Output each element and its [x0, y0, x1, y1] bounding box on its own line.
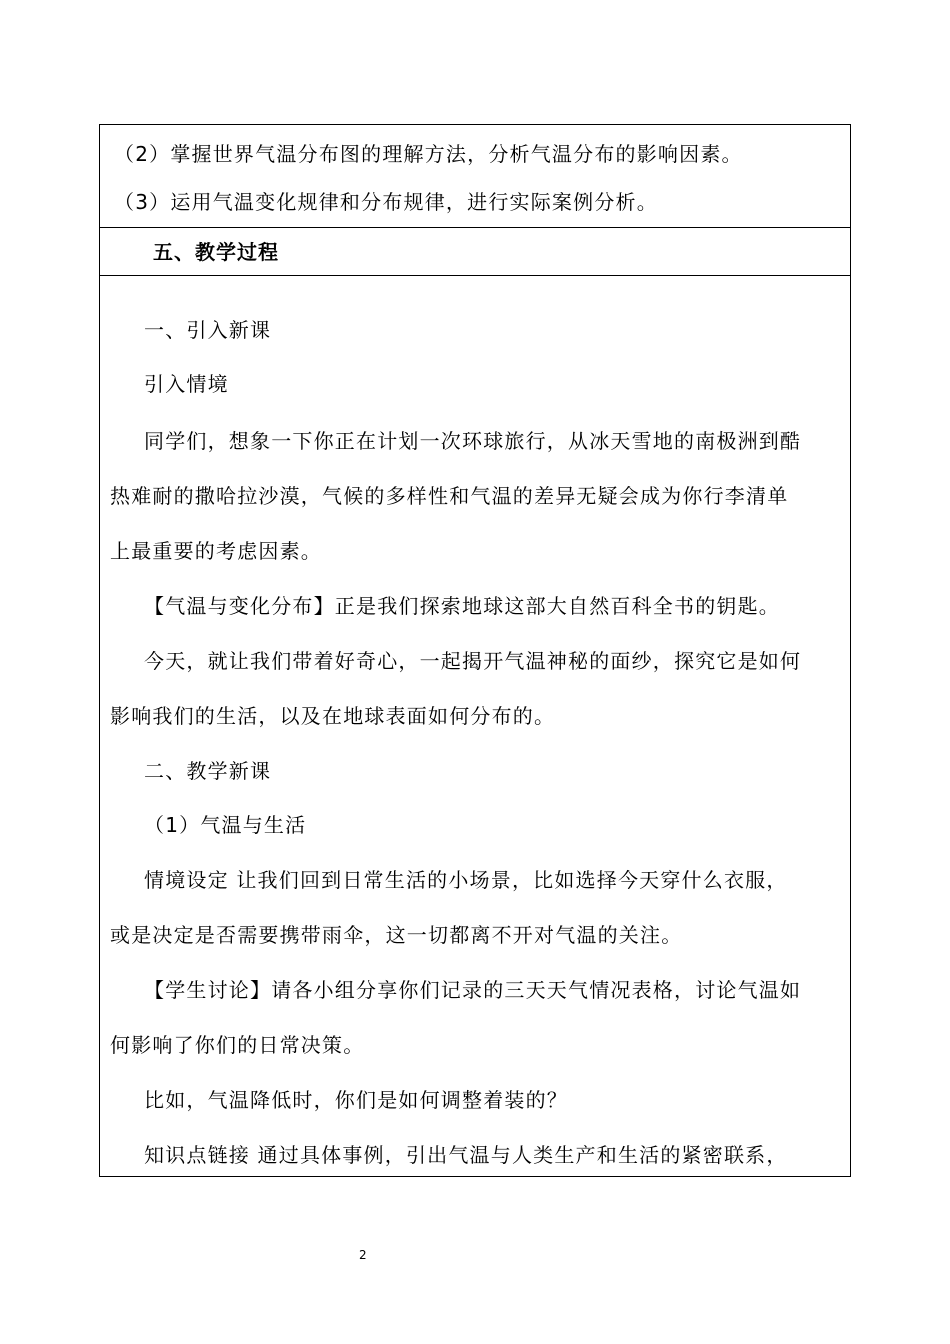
- section-heading: 五、教学过程: [153, 240, 279, 264]
- teaching-process-cell: [100, 276, 850, 1176]
- paragraph-line: 情境设定 让我们回到日常生活的小场景，比如选择今天穿什么衣服，: [144, 868, 788, 892]
- paragraph-line: （1）气温与生活: [144, 813, 307, 837]
- objective-item-2: （2）掌握世界气温分布图的理解方法，分析气温分布的影响因素。: [114, 142, 743, 166]
- paragraph-line: 比如，气温降低时，你们是如何调整着装的？: [144, 1088, 568, 1112]
- paragraph-line: 上最重要的考虑因素。: [110, 539, 322, 563]
- paragraph-line: 二、教学新课: [144, 759, 272, 783]
- page-number: 2: [359, 1248, 367, 1262]
- paragraph-line: 知识点链接 通过具体事例，引出气温与人类生产和生活的紧密联系，: [144, 1143, 788, 1167]
- paragraph-line: 同学们，想象一下你正在计划一次环球旅行，从冰天雪地的南极洲到酷: [144, 429, 802, 453]
- paragraph-line: 今天，就让我们带着好奇心，一起揭开气温神秘的面纱，探究它是如何: [144, 649, 802, 673]
- lesson-plan-table: [99, 124, 851, 1177]
- paragraph-line: 一、引入新课: [144, 318, 272, 342]
- paragraph-line: 何影响了你们的日常决策。: [110, 1033, 365, 1057]
- section-heading-cell: [100, 228, 850, 276]
- paragraph-line: 【气温与变化分布】正是我们探索地球这部大自然百科全书的钥匙。: [144, 594, 780, 618]
- paragraph-line: 影响我们的生活，以及在地球表面如何分布的。: [110, 704, 556, 728]
- objectives-cell: [100, 125, 850, 228]
- paragraph-line: 引入情境: [144, 372, 229, 396]
- paragraph-line: 热难耐的撒哈拉沙漠，气候的多样性和气温的差异无疑会成为你行李清单: [110, 484, 789, 508]
- paragraph-line: 【学生讨论】请各小组分享你们记录的三天天气情况表格，讨论气温如: [144, 978, 802, 1002]
- paragraph-line: 或是决定是否需要携带雨伞，这一切都离不开对气温的关注。: [110, 923, 683, 947]
- objective-item-3: （3）运用气温变化规律和分布规律，进行实际案例分析。: [114, 190, 658, 214]
